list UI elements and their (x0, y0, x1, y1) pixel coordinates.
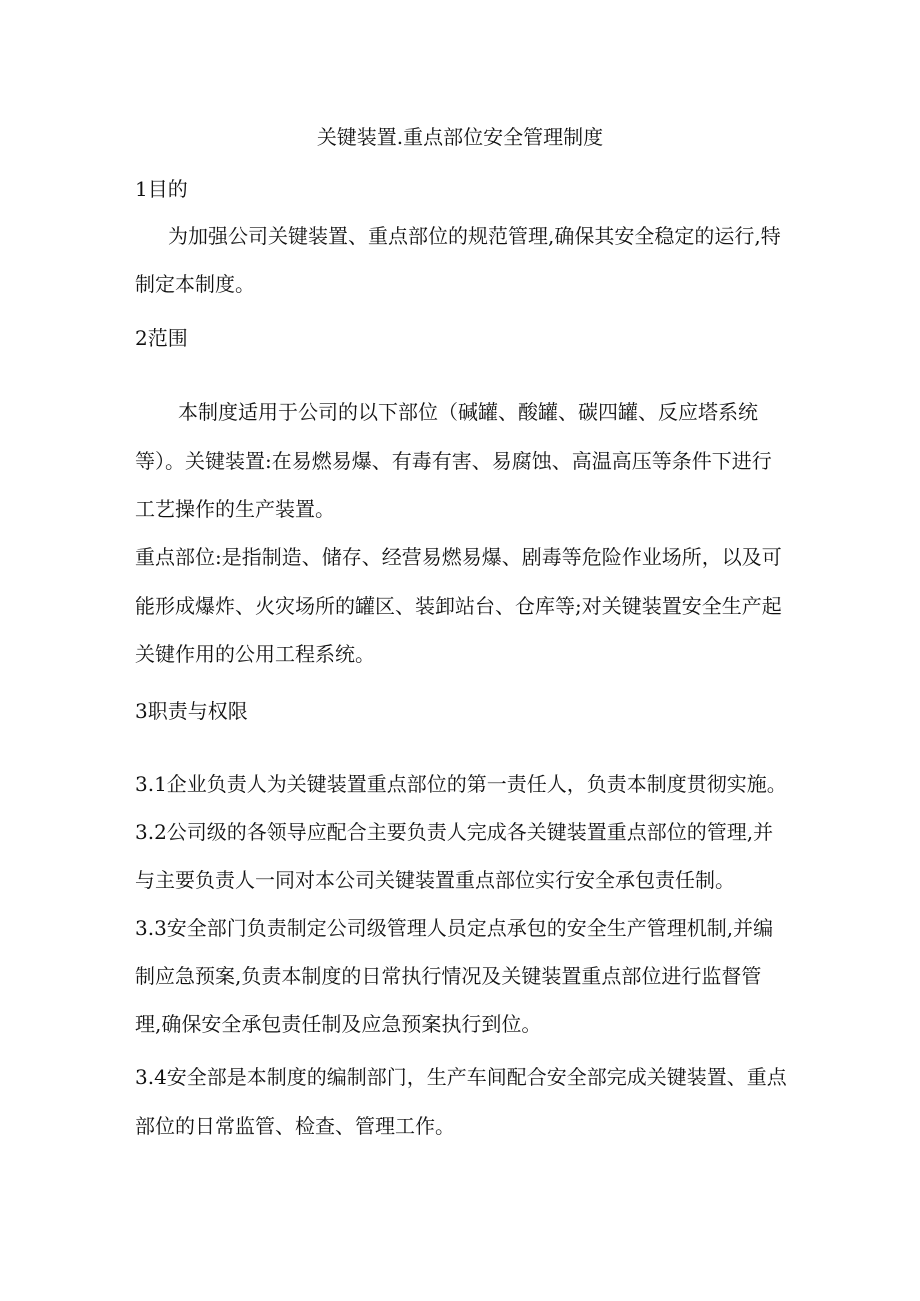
section-2-line: 能形成爆炸、火灾场所的罐区、装卸站台、仓库等;对关键装置安全生产起 (135, 594, 782, 618)
section-3-line: 制应急预案,负责本制度的日常执行情况及关键装置重点部位进行监督管 (135, 964, 762, 988)
section-3-heading: 3职责与权限 (135, 699, 248, 723)
section-2-line: 本制度适用于公司的以下部位（碱罐、酸罐、碳四罐、反应塔系统 (178, 400, 758, 424)
section-3-line: 3.3安全部门负责制定公司级管理人员定点承包的安全生产管理机制,并编 (135, 916, 774, 940)
document-title: 关键装置.重点部位安全管理制度 (316, 125, 604, 149)
section-3-line: 与主要负责人一同对本公司关键装置重点部位实行安全承包责任制。 (135, 868, 735, 892)
section-2-line: 等）。关键装置:在易燃易爆、有毒有害、易腐蚀、高温高压等条件下进行 (135, 449, 772, 473)
section-3-line: 部位的日常监管、检查、管理工作。 (135, 1114, 455, 1138)
section-3-line: 3.4安全部是本制度的编制部门，生产车间配合安全部完成关键装置、重点 (135, 1065, 787, 1089)
section-3-line: 3.2公司级的各领导应配合主要负责人完成各关键装置重点部位的管理,并 (135, 820, 774, 844)
section-1-heading: 1目的 (135, 177, 188, 201)
section-1-line: 为加强公司关键装置、重点部位的规范管理,确保其安全稳定的运行,特 (168, 224, 781, 248)
section-1-line: 制定本制度。 (135, 272, 255, 296)
section-2-heading: 2范围 (135, 326, 188, 350)
section-3-line: 3.1企业负责人为关键装置重点部位的第一责任人，负责本制度贯彻实施。 (135, 772, 787, 796)
section-2-line: 工艺操作的生产装置。 (135, 497, 335, 521)
section-2-line: 重点部位:是指制造、储存、经营易燃易爆、剧毒等危险作业场所，以及可 (135, 545, 782, 569)
section-3-line: 理,确保安全承包责任制及应急预案执行到位。 (135, 1012, 542, 1036)
section-2-line: 关键作用的公用工程系统。 (135, 642, 375, 666)
